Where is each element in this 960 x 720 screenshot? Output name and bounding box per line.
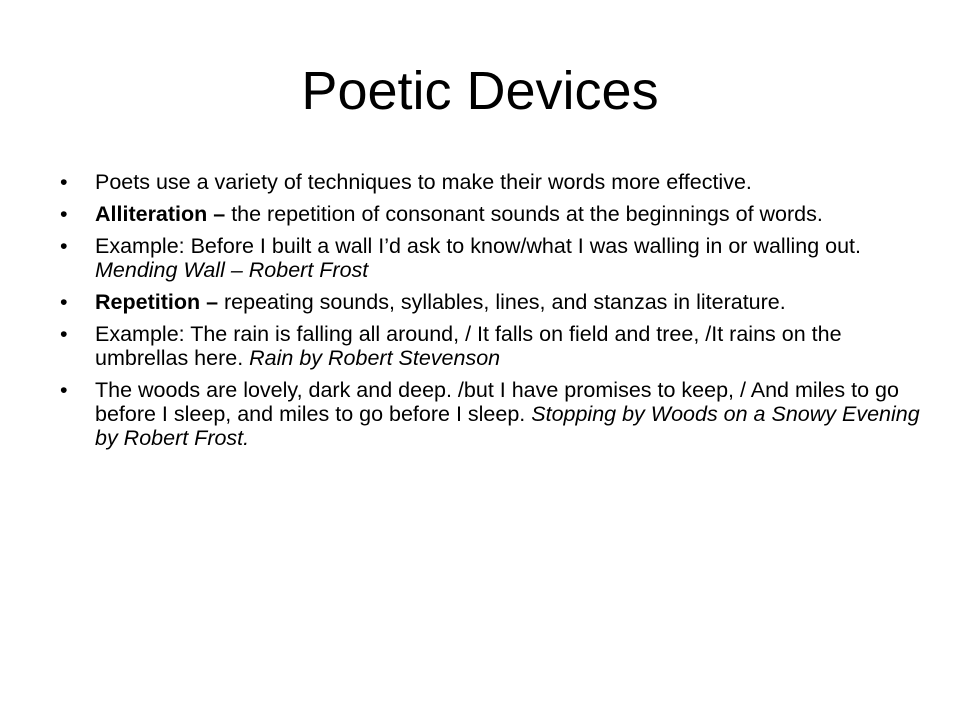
citation: Mending Wall – Robert Frost xyxy=(95,258,369,282)
bullet-item xyxy=(60,202,920,226)
bullet-text: Example: The rain is falling all around, / It falls on field and tree, /It rains on the umbrellas here. xyxy=(95,322,842,370)
bullet-item xyxy=(60,234,920,282)
citation: Stopping by Woods on a Snowy Evening by Robert Frost. xyxy=(95,402,920,450)
term-alliteration: Alliteration – xyxy=(95,202,226,226)
bullet-text: Example: Before I built a wall I’d ask to know/what I was walling in or walling out. xyxy=(95,234,862,258)
bullet-text: The woods are lovely, dark and deep. /but I have promises to keep, / And miles to go before I sleep, and miles to go before I sleep. xyxy=(95,378,899,426)
bullet-item xyxy=(60,378,920,450)
bullet-dot-icon: • xyxy=(60,234,68,258)
bullet-item xyxy=(60,170,920,194)
slide-title: Poetic Devices xyxy=(301,61,659,121)
bullet-item xyxy=(60,290,920,314)
bullet-dot-icon: • xyxy=(60,202,68,226)
bullet-text: the repetition of consonant sounds at the beginnings of words. xyxy=(225,202,823,226)
bullet-text: repeating sounds, syllables, lines, and stanzas in literature. xyxy=(218,290,786,314)
bullet-dot-icon: • xyxy=(60,170,68,194)
citation: Rain by Robert Stevenson xyxy=(249,346,501,370)
bullet-item xyxy=(60,322,920,370)
bullet-text: Poets use a variety of techniques to make their words more effective. xyxy=(95,170,752,194)
term-repetition: Repetition – xyxy=(95,290,219,314)
bullet-dot-icon: • xyxy=(60,290,68,314)
bullet-dot-icon: • xyxy=(60,322,68,346)
bullet-list xyxy=(60,170,920,458)
bullet-dot-icon: • xyxy=(60,378,68,402)
